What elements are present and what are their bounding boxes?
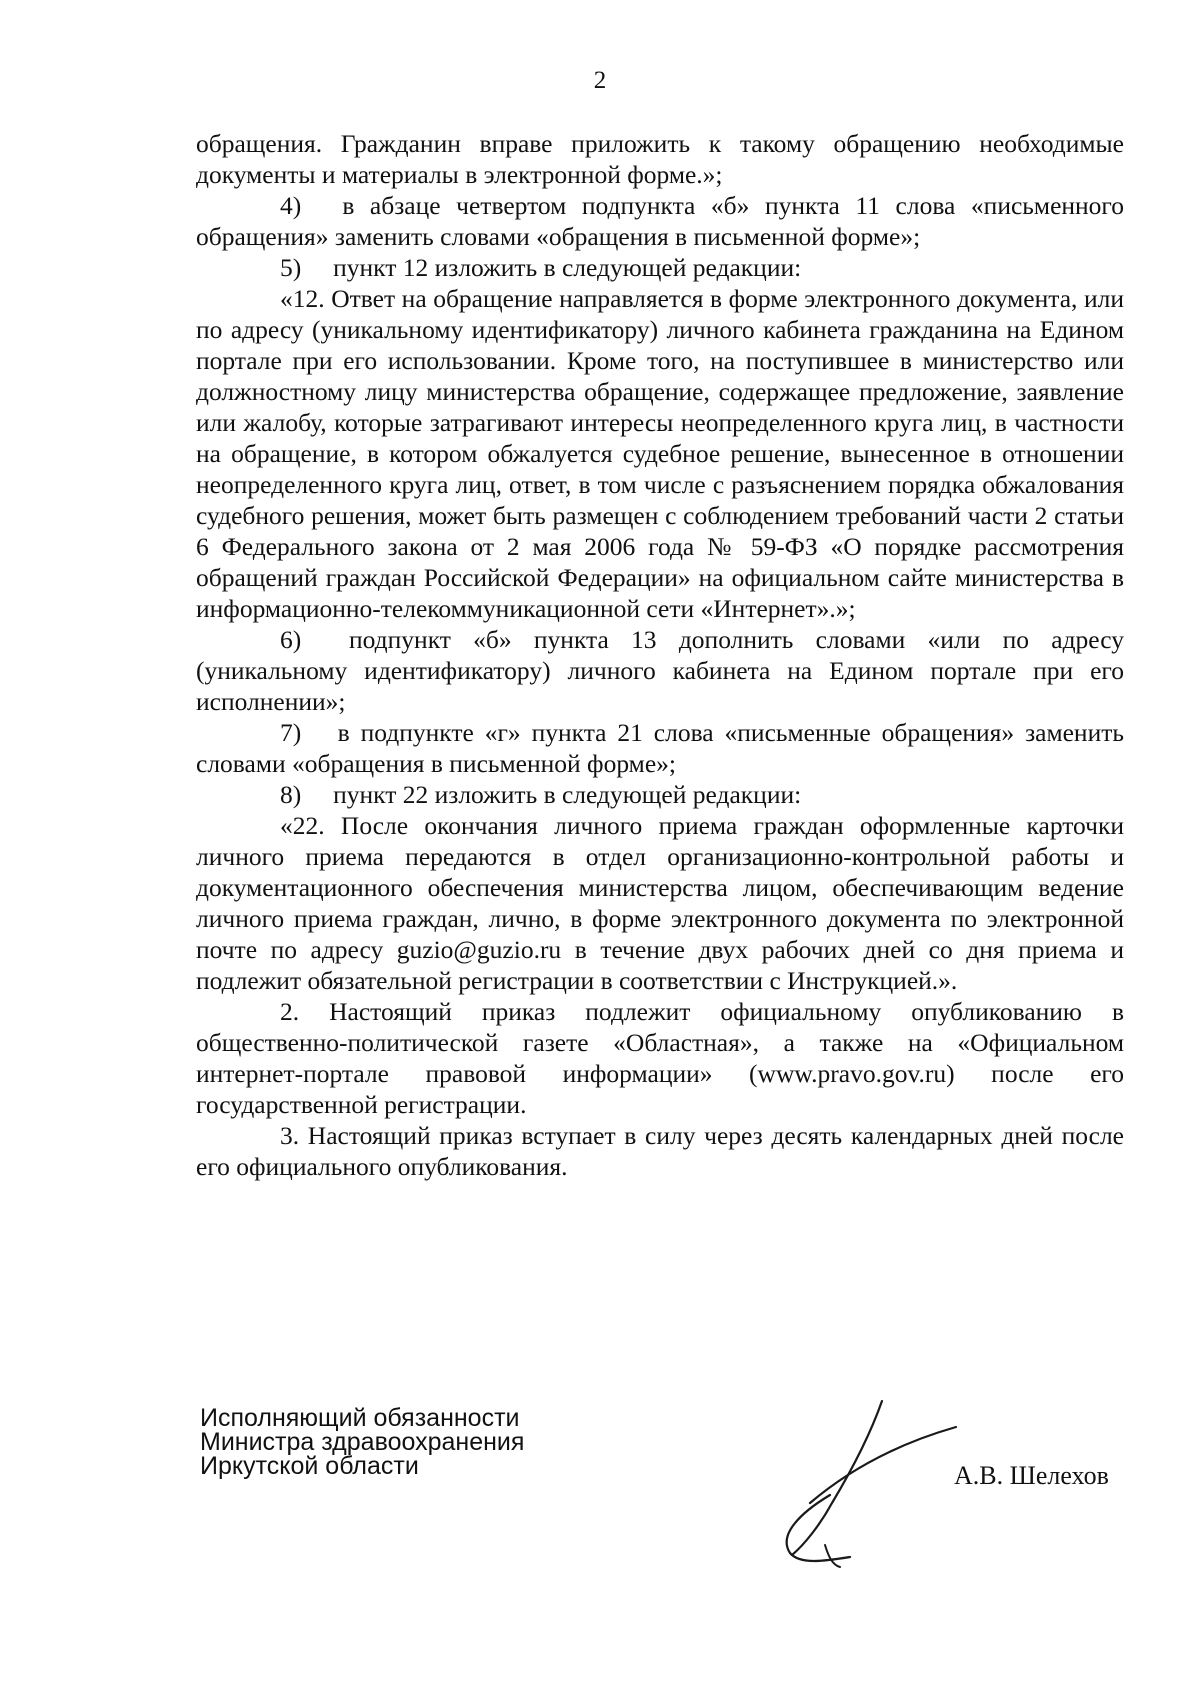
document-body <box>196 128 1124 1182</box>
paragraph-item-8: 8) пункт 22 изложить в следующей редакции: <box>280 780 802 809</box>
signatory-title-line-2: Министра здравоохранения <box>200 1428 525 1456</box>
paragraph-item-7: 7) в подпункте «г» пункта 21 слова «письменные обращения» заменить словами «обращения в письменной форме»; <box>196 718 1124 778</box>
paragraph-continuation: обращения. Гражданин вправе приложить к такому обращению необходимые документы и материалы в электронной форме.»; <box>196 129 1124 189</box>
signatory-title <box>200 1406 524 1478</box>
signatory-title-line-1: Исполняющий обязанности <box>200 1404 520 1432</box>
handwritten-signature <box>770 1395 960 1575</box>
paragraph-clause-22: «22. После окончания личного приема граждан оформленные карточки личного приема передаются в отдел организационно-контрольной работы и документационного обеспечения министерства лицом, обеспечивающим ведение личного приема граждан, лично, в форме электронного документа по электронной почте по адресу guzio@guzio.ru в течение двух рабочих дней со дня приема и подлежит обязательной регистрации в соответствии с Инструкцией.». <box>196 811 1124 995</box>
signatory-title-line-3: Иркутской области <box>200 1452 419 1480</box>
paragraph-item-6: 6) подпункт «б» пункта 13 дополнить словами «или по адресу (уникальному идентификатору) личного кабинета на Едином портале при его исполнении»; <box>196 625 1124 716</box>
paragraph-clause-12: «12. Ответ на обращение направляется в форме электронного документа, или по адресу (уникальному идентификатору) личного кабинета гражданина на Едином портале при его использовании. Кроме того, на поступившее в министерство или должностному лицу министерства обращение, содержащее предложение, заявление или жалобу, которые затрагивают интересы неопределенного круга лиц, в частности на обращение, в котором обжалуется судебное решение, вынесенное в отношении неопределенного круга лиц, ответ, в том числе с разъяснением порядка обжалования судебного решения, может быть размещен с соблюдением требований части 2 статьи 6 Федерального закона от 2 мая 2006 года № 59-ФЗ «О порядке рассмотрения обращений граждан Российской Федерации» на официальном сайте министерства в информационно-телекоммуникационной сети «Интернет».»; <box>196 284 1124 623</box>
paragraph-section-2: 2. Настоящий приказ подлежит официальному опубликованию в общественно-политической газете «Областная», а также на «Официальном интернет-портале правовой информации» (www.pravo.gov.ru) после его государственной регистрации. <box>196 997 1124 1119</box>
paragraph-item-5: 5) пункт 12 изложить в следующей редакции: <box>280 253 802 282</box>
paragraph-section-3: 3. Настоящий приказ вступает в силу через десять календарных дней после его официального опубликования. <box>196 1121 1124 1181</box>
signatory-name: А.В. Шелехов <box>954 1461 1109 1490</box>
page-number: 2 <box>593 67 607 94</box>
paragraph-item-4: 4) в абзаце четвертом подпункта «б» пункта 11 слова «письменного обращения» заменить словами «обращения в письменной форме»; <box>196 191 1124 251</box>
